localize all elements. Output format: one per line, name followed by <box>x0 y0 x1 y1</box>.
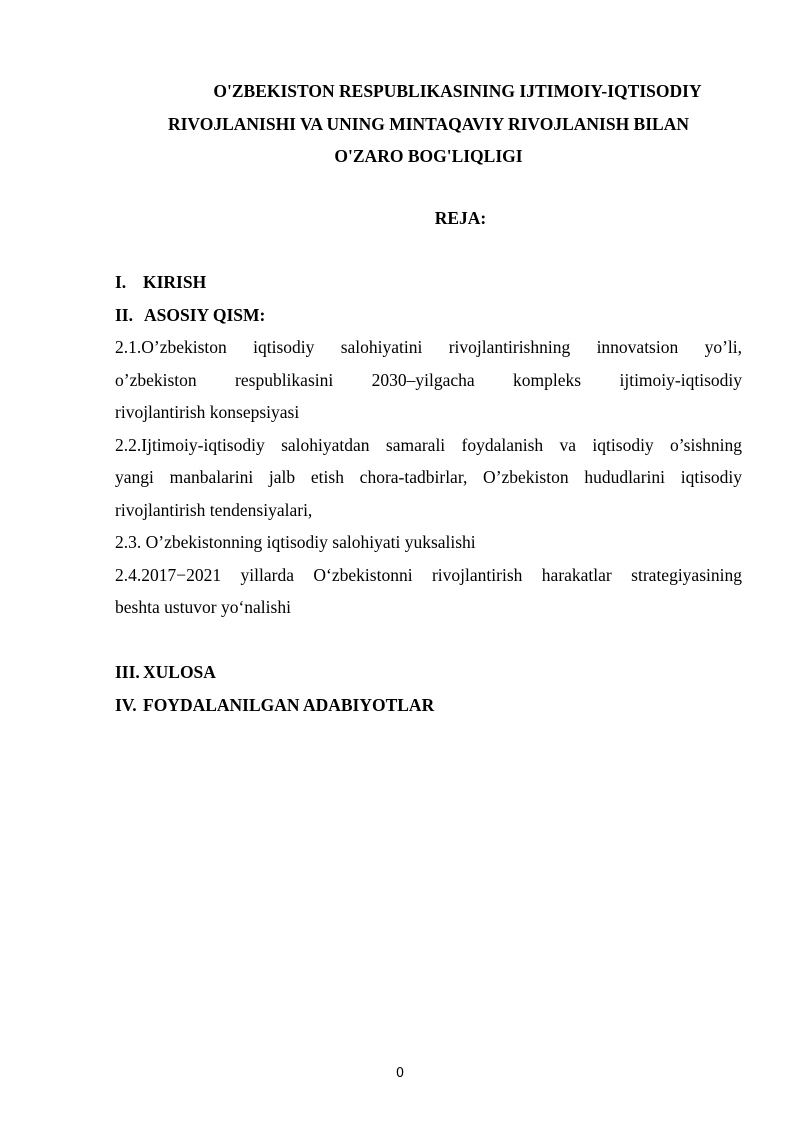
plan-list <box>115 266 742 721</box>
section-number: II. <box>115 304 133 325</box>
text-line: rivojlantirish konsepsiyasi <box>115 402 300 422</box>
section-conclusion <box>115 656 742 689</box>
spacer <box>115 624 742 657</box>
section-label: KIRISH <box>143 272 207 292</box>
plan-item-2-3 <box>115 526 742 559</box>
text-line: 2.1.O’zbekiston iqtisodiy salohiyatini rivojlantirishning innovatsion yo’li, <box>115 337 742 357</box>
text-line: 2.2.Ijtimoiy-iqtisodiy salohiyatdan samarali foydalanish va iqtisodiy o’sishning <box>115 434 742 455</box>
text-line: beshta ustuvor yo‘nalishi <box>115 597 291 617</box>
text-line: 2.3. O’zbekistonning iqtisodiy salohiyati yuksalishi <box>115 532 476 552</box>
plan-item-2-4 <box>115 559 742 624</box>
text-line: yangi manbalarini jalb etish chora-tadbirlar, O’zbekiston hududlarini iqtisodiy <box>115 467 742 487</box>
text-line: o’zbekiston respublikasini 2030–yilgacha kompleks ijtimoiy-iqtisodiy <box>115 369 742 390</box>
title-line-3: O'ZARO BOG'LIQLIGI <box>334 146 523 166</box>
page-number: 0 <box>395 1066 405 1081</box>
title-line-1: O'ZBEKISTON RESPUBLIKASINING IJTIMOIY-IQTISODIY <box>213 81 702 101</box>
section-number: I. <box>115 272 127 292</box>
document-title <box>115 75 742 173</box>
plan-item-2-1 <box>115 331 742 429</box>
section-main-part <box>115 299 742 332</box>
section-references <box>115 689 742 722</box>
section-label: XULOSA <box>143 662 216 682</box>
section-label: FOYDALANILGAN ADABIYOTLAR <box>143 694 435 715</box>
plan-item-2-2 <box>115 429 742 527</box>
section-number: III. <box>115 662 140 682</box>
section-intro <box>115 266 742 299</box>
section-label: ASOSIY QISM: <box>144 304 266 325</box>
plan-heading: REJA: <box>434 208 487 228</box>
text-line: 2.4.2017−2021 yillarda O‘zbekistonni rivojlantirish harakatlar strategiyasining <box>115 564 742 585</box>
text-line: rivojlantirish tendensiyalari, <box>115 499 313 520</box>
section-number: IV. <box>115 694 137 715</box>
title-line-2: RIVOJLANISHI VA UNING MINTAQAVIY RIVOJLANISH BILAN <box>167 113 689 134</box>
